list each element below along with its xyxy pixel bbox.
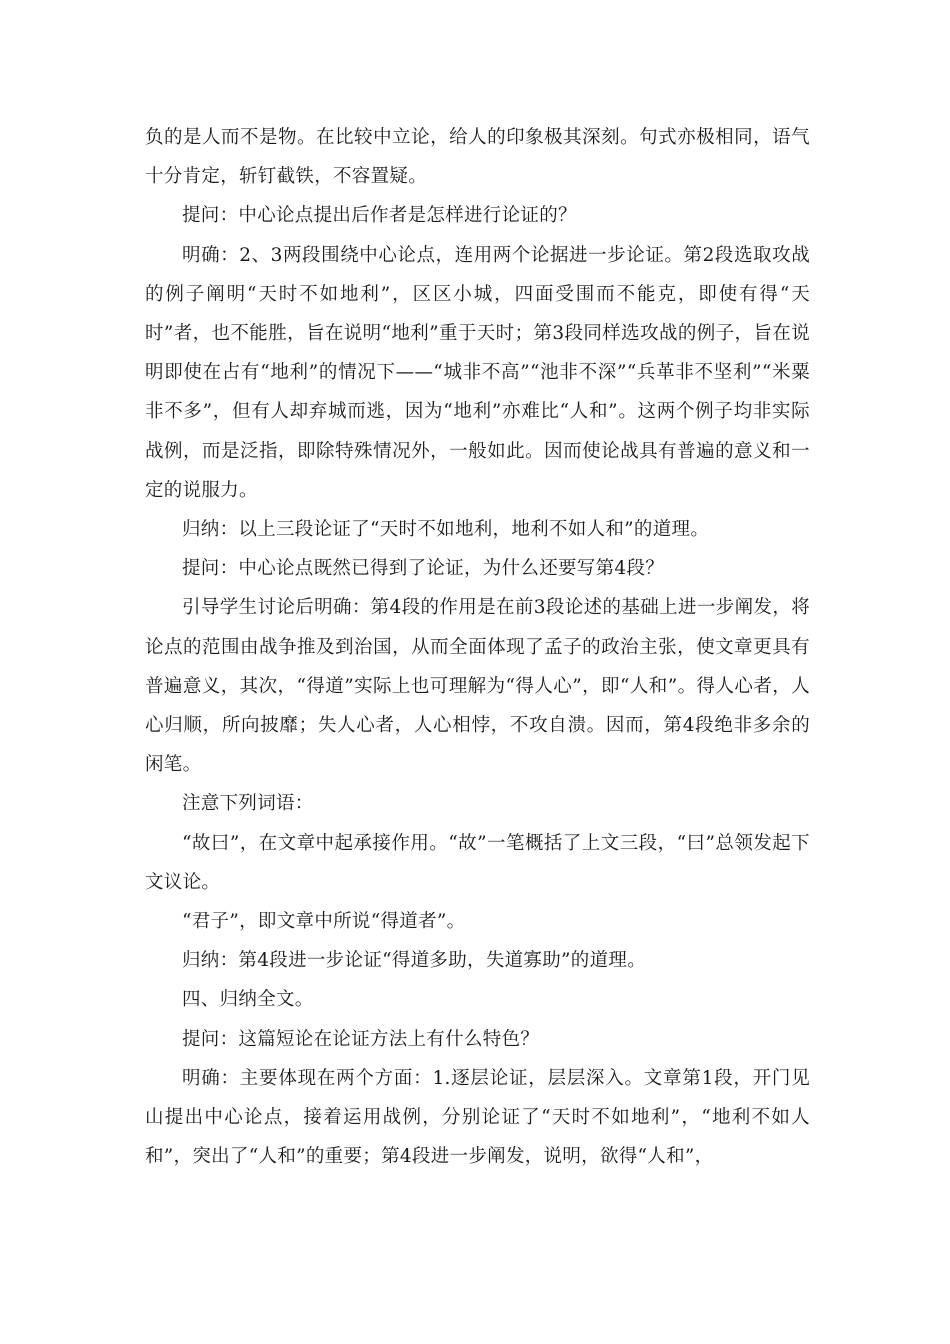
paragraph-continuation: 负的是人而不是物。在比较中立论，给人的印象极其深刻。句式亦极相同，语气十分肯定，斩钉截铁，不容置疑。: [145, 127, 810, 188]
paragraph-vocab-heading: 注意下列词语：: [182, 793, 314, 815]
paragraph-summary-paragraph-4: 归纳：第4段进一步论证“得道多助，失道寡助”的道理。: [182, 950, 646, 972]
paragraph-question-argument: 提问：中心论点提出后作者是怎样进行论证的？: [182, 205, 577, 227]
paragraph-discussion-answer: 引导学生讨论后明确：第4段的作用是在前3段论述的基础上进一步阐发，将论点的范围由战争推及到治国，从而全面体现了孟子的政治主张，使文章更具有普遍意义，其次，“得道”实际上也可理解为“得人心”，即“人和”。得人心者，人心归顺，所向披靡；失人心者，人心相悖，不攻自溃。因而，第4段绝非多余的闲笔。: [145, 597, 810, 776]
section-heading-summary: 四、归纳全文。: [182, 989, 314, 1011]
paragraph-question-method: 提问：这篇短论在论证方法上有什么特色？: [182, 1028, 540, 1050]
paragraph-answer-method: 明确：主要体现在两个方面：1.逐层论证，层层深入。文章第1段，开门见山提出中心论点，接着运用战例，分别论证了“天时不如地利”，“地利不如人和”，突出了“人和”的重要；第4段进一步阐发，说明，欲得“人和”，: [145, 1067, 810, 1168]
paragraph-summary-three: 归纳：以上三段论证了“天时不如地利，地利不如人和”的道理。: [182, 519, 710, 541]
paragraph-vocab-junzi: “君子”，即文章中所说“得道者”。: [182, 911, 466, 933]
paragraph-answer-paragraphs-2-3: 明确：2、3两段围绕中心论点，连用两个论据进一步论证。第2段选取攻战的例子阐明“天时不如地利”，区区小城，四面受围而不能克，即使有得“天时”者，也不能胜，旨在说明“地利”重于天时；第3段同样选攻战的例子，旨在说明即使在占有“地利”的情况下——“城非不高”“池非不深”“兵革非不坚利”“米粟非不多”，但有人却弃城而逃，因为“地利”亦难比“人和”。这两个例子均非实际战例，而是泛指，即除特殊情况外，一般如此。因而使论战具有普遍的意义和一定的说服力。: [145, 244, 810, 501]
paragraph-question-paragraph-4: 提问：中心论点既然已得到了论证，为什么还要写第4段？: [182, 558, 665, 580]
paragraph-vocab-gu-yue: “故曰”，在文章中起承接作用。“故”一笔概括了上文三段，“曰”总领发起下文议论。: [145, 832, 810, 893]
document-page: [145, 118, 810, 1176]
